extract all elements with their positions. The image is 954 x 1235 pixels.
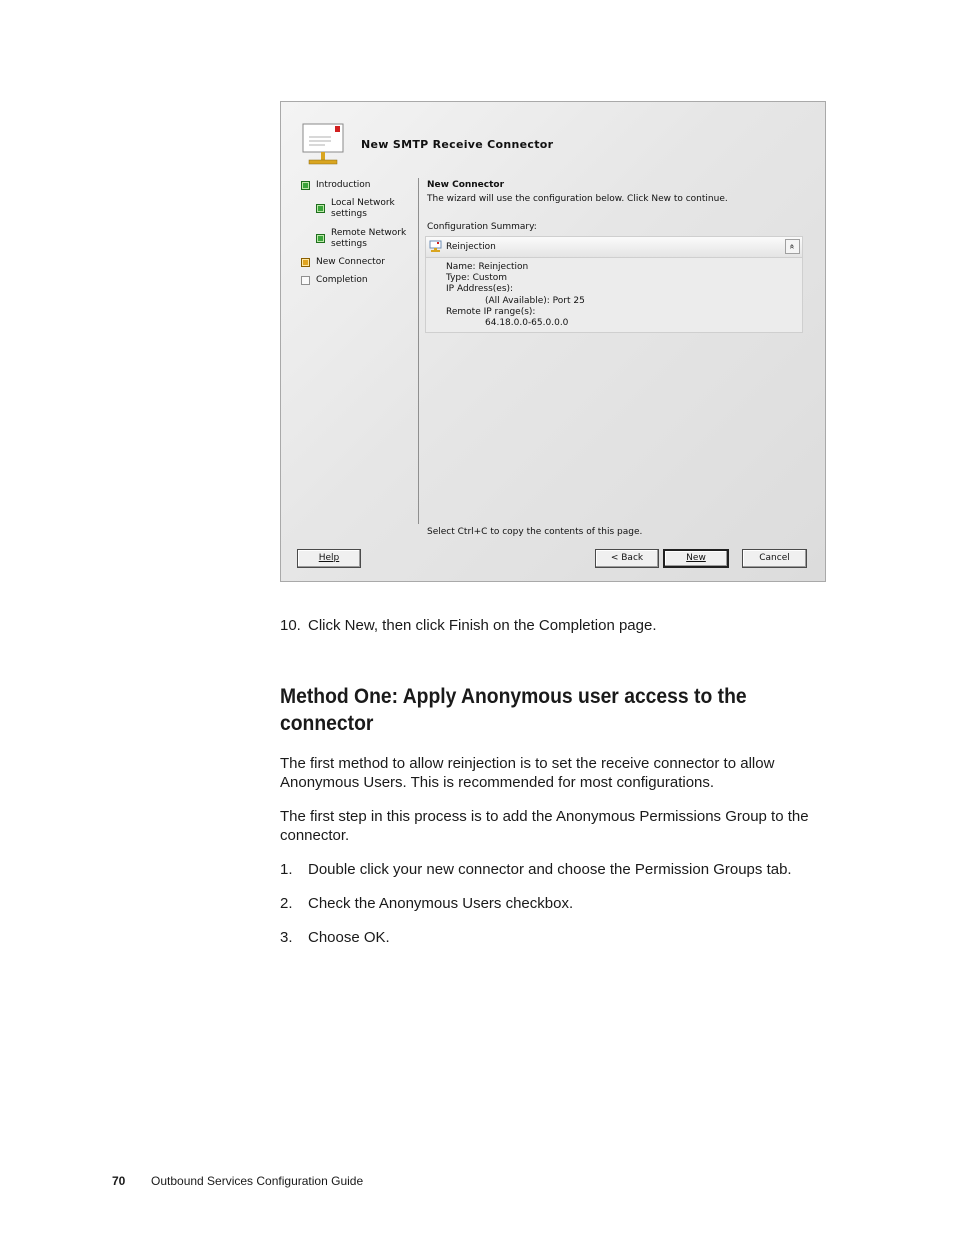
list-item [280,894,573,913]
wizard-header [281,102,825,170]
list-item-number: 2. [280,895,293,912]
step-pending-icon [301,276,310,285]
summary-line: (All Available): Port 25 [485,295,585,306]
help-button[interactable] [297,549,361,568]
new-button-label: New [686,553,706,563]
step-current-icon [301,258,310,267]
step-label: New Connector [316,257,385,267]
step-local-network [316,198,395,220]
step-label: Local Network settings [331,198,395,219]
cancel-button-label: Cancel [759,553,790,563]
wizard-description: The wizard will use the configuration below. Click New to continue. [427,194,728,204]
paragraph: The first method to allow reinjection is to set the receive connector to allow Anonymous Users. This is recommended for most configurations. [280,755,775,791]
step-introduction [301,180,371,191]
summary-header-label: Reinjection [446,242,496,252]
envelope-network-icon [301,122,347,168]
summary-lines [446,262,585,329]
step-label: Completion [316,275,368,285]
step-completion [301,275,368,286]
list-item-text: Double click your new connector and choose the Permission Groups tab. [308,861,792,878]
footer-title: Outbound Services Configuration Guide [151,1174,364,1188]
copy-hint: Select Ctrl+C to copy the contents of this page. [427,527,643,537]
list-item [280,860,792,879]
summary-header[interactable] [426,237,802,258]
step-label: Remote Network settings [331,228,407,249]
step-label: Introduction [316,180,371,190]
step-10-text: Click New, then click Finish on the Completion page. [308,617,657,634]
help-button-label: Help [318,553,340,563]
step-done-icon [316,234,325,243]
step-done-icon [301,181,310,190]
step-done-icon [316,204,325,213]
chevron-up-icon: » [786,243,797,250]
wizard-divider [418,178,419,524]
section-heading: Method One: Apply Anonymous user access to the connector [280,685,747,735]
list-item-text: Choose OK. [308,929,390,946]
collapse-button[interactable] [785,239,800,254]
list-item [280,928,390,947]
cancel-button[interactable] [742,549,807,568]
summary-line: Name: Reinjection [446,262,529,272]
page-footer [112,1174,363,1188]
summary-label: Configuration Summary: [427,222,537,232]
connector-icon [429,240,442,253]
new-button[interactable] [663,549,729,568]
step-10-number: 10. [280,617,301,634]
back-button-label: < Back [610,553,644,563]
summary-line: 64.18.0.0-65.0.0.0 [485,318,569,329]
step-remote-network [316,228,406,250]
back-button[interactable] [595,549,659,568]
page-number: 70 [112,1174,126,1188]
list-item-number: 1. [280,861,293,878]
summary-line: Remote IP range(s): [446,306,536,317]
list-item-text: Check the Anonymous Users checkbox. [308,895,574,912]
wizard-screenshot [280,101,826,582]
summary-line: IP Address(es): [446,284,514,295]
summary-line: Type: Custom [446,273,508,284]
configuration-summary[interactable] [425,236,803,333]
paragraph: The first step in this process is to add the Anonymous Permissions Group to the connector. [280,808,809,844]
step-10 [280,617,657,634]
section-title: New Connector [427,180,505,190]
step-new-connector [301,257,385,268]
wizard-title: New SMTP Receive Connector [361,138,554,151]
list-item-number: 3. [280,929,293,946]
